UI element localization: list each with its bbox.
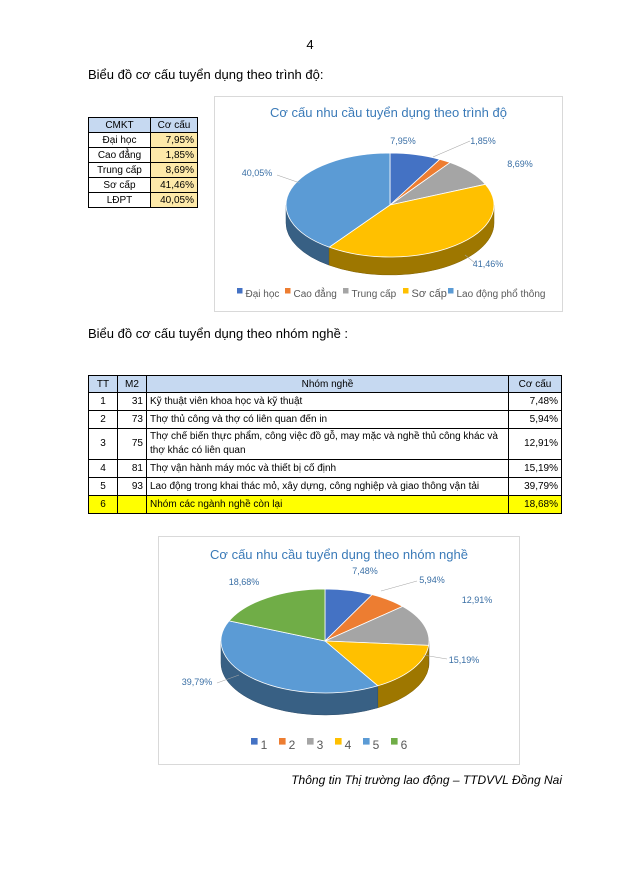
occ-m2 <box>118 496 147 514</box>
chart-title: Cơ cấu nhu cầu tuyển dụng theo nhóm nghề <box>210 547 468 562</box>
data-label: 5,94% <box>419 575 445 585</box>
occ-value: 7,48% <box>509 393 562 411</box>
leader-line <box>433 141 470 157</box>
table-row-highlighted <box>89 496 562 514</box>
legend-entry: 5 <box>372 738 380 752</box>
occupation-chart-heading: Biểu đồ cơ cấu tuyển dụng theo nhóm nghề : <box>88 326 349 341</box>
data-label: 15,19% <box>448 655 480 665</box>
occ-value: 39,79% <box>509 478 562 496</box>
legend-swatch <box>448 288 454 294</box>
occ-m2: 73 <box>118 411 147 429</box>
occ-tt: 2 <box>89 411 118 429</box>
data-label: 12,91% <box>461 595 493 605</box>
table-row <box>89 133 198 148</box>
occupation-table-header-row <box>89 376 562 393</box>
level-header-share: Cơ cấu <box>151 118 198 133</box>
occ-name: Thợ chế biến thực phẩm, công việc đồ gỗ, may mặc và nghề thủ công khác và thợ khác có liên quan <box>147 429 509 460</box>
occ-name: Thợ vận hành máy móc và thiết bị cố định <box>147 460 509 478</box>
legend-swatch <box>237 288 243 294</box>
level-name: Đại học <box>89 133 151 148</box>
level-name: Cao đẳng <box>89 148 151 163</box>
data-label: 18,68% <box>228 577 260 587</box>
page-number: 4 <box>306 37 314 52</box>
legend-entry: 1 <box>260 738 268 752</box>
occ-m2: 93 <box>118 478 147 496</box>
data-label: 7,95% <box>390 136 416 146</box>
table-row <box>89 163 198 178</box>
legend-swatch <box>391 738 398 745</box>
occ-header-m2: M2 <box>118 376 147 393</box>
table-row <box>89 478 562 496</box>
level-value: 1,85% <box>151 148 198 163</box>
occ-name: Lao động trong khai thác mỏ, xây dựng, công nghiệp và giao thông vận tải <box>147 478 509 496</box>
legend-swatch <box>403 288 409 294</box>
legend-entry: Trung cấp <box>351 289 397 300</box>
occ-header-group: Nhóm nghề <box>147 376 509 393</box>
occ-value: 12,91% <box>509 429 562 460</box>
data-label: 39,79% <box>181 677 213 687</box>
occupation-pie-chart <box>158 536 520 765</box>
level-name: LĐPT <box>89 193 151 208</box>
level-chart-heading: Biểu đồ cơ cấu tuyển dụng theo trình độ: <box>88 67 324 82</box>
occ-tt: 3 <box>89 429 118 460</box>
chart-title: Cơ cấu nhu cầu tuyển dụng theo trình độ <box>270 105 507 120</box>
level-table-header-row <box>89 118 198 133</box>
occ-name: Nhóm các ngành nghề còn lại <box>147 496 509 514</box>
level-value: 7,95% <box>151 133 198 148</box>
table-row <box>89 460 562 478</box>
legend-entry: Sơ cấp <box>411 288 447 300</box>
legend-entry: 6 <box>400 738 408 752</box>
data-label: 41,46% <box>472 259 504 269</box>
legend-swatch <box>307 738 314 745</box>
data-label: 40,05% <box>241 168 273 178</box>
occ-value: 5,94% <box>509 411 562 429</box>
occ-name: Kỹ thuật viên khoa học và kỹ thuật <box>147 393 509 411</box>
occ-m2: 75 <box>118 429 147 460</box>
legend-swatch <box>285 288 291 294</box>
occ-header-tt: TT <box>89 376 118 393</box>
level-name: Trung cấp <box>89 163 151 178</box>
occ-tt: 5 <box>89 478 118 496</box>
occ-m2: 31 <box>118 393 147 411</box>
occ-tt: 4 <box>89 460 118 478</box>
data-label: 7,48% <box>352 566 378 576</box>
occ-value: 15,19% <box>509 460 562 478</box>
legend-entry: 4 <box>344 738 352 752</box>
level-pie-svg <box>215 97 562 311</box>
leader-line <box>277 175 300 183</box>
data-label: 8,69% <box>507 159 533 169</box>
level-value: 8,69% <box>151 163 198 178</box>
occ-value: 18,68% <box>509 496 562 514</box>
footer-text: Thông tin Thị trường lao động – TTDVVL Đồng Nai <box>291 773 562 787</box>
occ-tt: 1 <box>89 393 118 411</box>
table-row <box>89 193 198 208</box>
table-row <box>89 393 562 411</box>
occupation-pie-svg <box>159 537 519 764</box>
occupation-table <box>88 375 562 514</box>
level-value: 41,46% <box>151 178 198 193</box>
legend-swatch <box>279 738 286 745</box>
table-row <box>89 178 198 193</box>
level-pie-chart <box>214 96 563 312</box>
legend-entry: 2 <box>288 738 296 752</box>
legend-entry: Đại học <box>245 289 280 300</box>
occ-header-share: Cơ cấu <box>509 376 562 393</box>
legend-swatch <box>251 738 258 745</box>
level-value: 40,05% <box>151 193 198 208</box>
data-label: 1,85% <box>470 136 496 146</box>
legend-swatch <box>343 288 349 294</box>
leader-line <box>381 581 417 591</box>
table-row <box>89 429 562 460</box>
occ-name: Thợ thủ công và thợ có liên quan đến in <box>147 411 509 429</box>
table-row <box>89 148 198 163</box>
occ-tt: 6 <box>89 496 118 514</box>
occ-m2: 81 <box>118 460 147 478</box>
legend-entry: Lao động phổ thông <box>456 289 546 300</box>
level-header-cmkt: CMKT <box>89 118 151 133</box>
legend-entry: 3 <box>316 738 324 752</box>
level-table <box>88 117 198 208</box>
level-name: Sơ cấp <box>89 178 151 193</box>
legend-swatch <box>363 738 370 745</box>
table-row <box>89 411 562 429</box>
legend-swatch <box>335 738 342 745</box>
legend-entry: Cao đẳng <box>293 289 337 300</box>
